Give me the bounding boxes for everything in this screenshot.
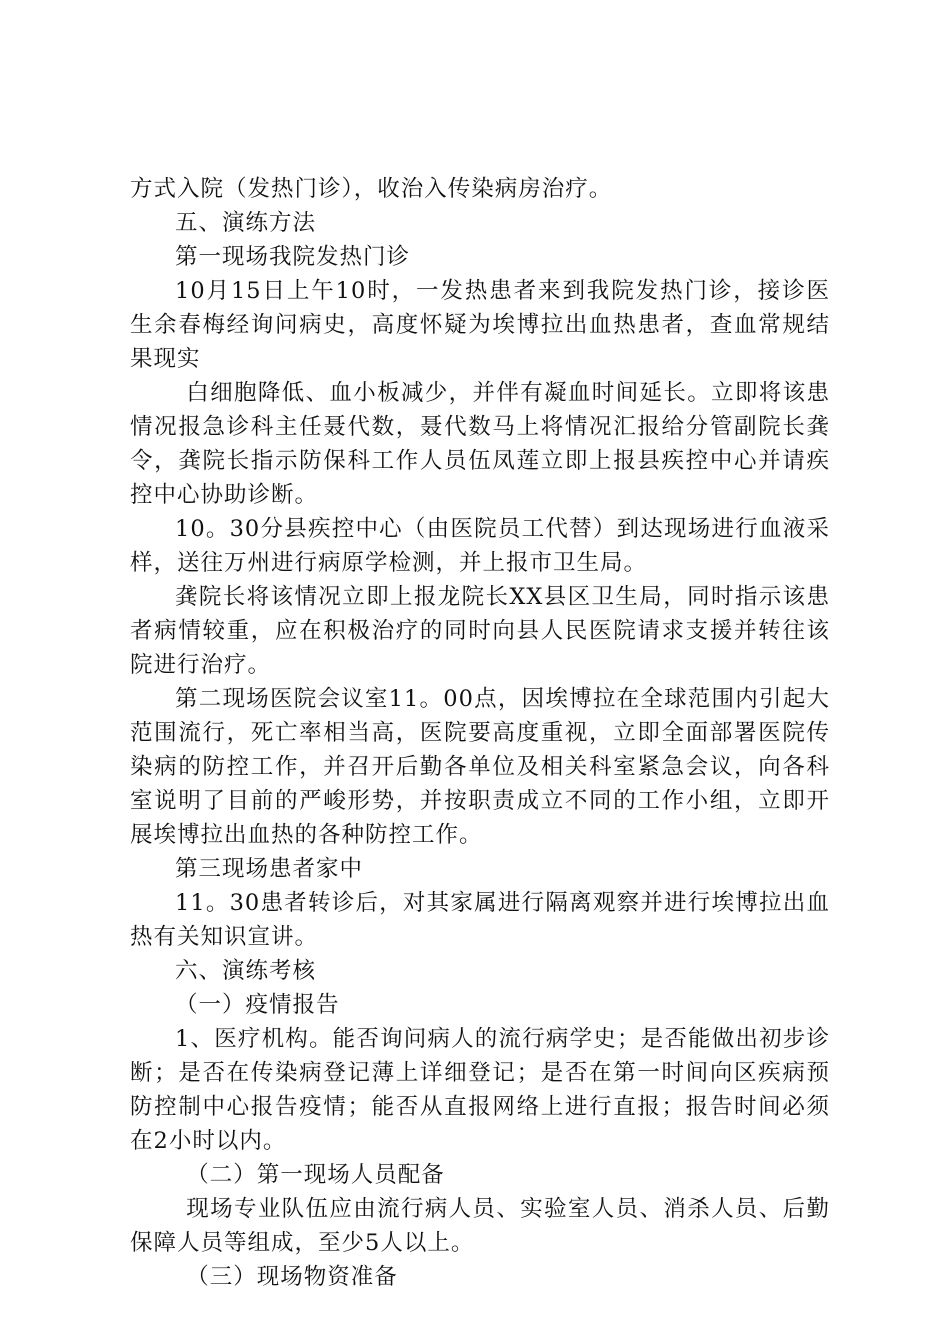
paragraph-report-transfer: 龚院长将该情况立即上报龙院长XX县区卫生局，同时指示该患者病情较重，应在积极治疗的同时向县人民医院请求支援并转往该院进行治疗。: [130, 584, 830, 678]
paragraph-second-scene: 第二现场医院会议室11。00点，因埃博拉在全球范围内引起大范围流行，死亡率相当高，医院要高度重视，立即全面部署医院传染病的防控工作，并召开后勤各单位及相关科室紧急会议，向各科室说明了目前的严峻形势，并按职责成立不同的工作小组，立即开展埃博拉出血热的各种防控工作。: [130, 686, 830, 848]
paragraph-fever-clinic: 10月15日上午10时，一发热患者来到我院发热门诊，接诊医生余春梅经询问病史，高度怀疑为埃博拉出血热患者，查血常规结果现实: [130, 278, 830, 372]
paragraph-medical-institutions: 1、医疗机构。能否询问病人的流行病学史；是否能做出初步诊断；是否在传染病登记薄上详细登记；是否在第一时间向区疾病预防控制中心报告疫情；能否从直报网络上进行直报；报告时间必须在2小时以内。: [130, 1026, 830, 1154]
section-heading-assessment: 六、演练考核: [175, 958, 317, 984]
section-heading-drill-method: 五、演练方法: [175, 210, 317, 236]
subheading-supplies: （三）现场物资准备: [186, 1264, 398, 1290]
scene-heading-first: 第一现场我院发热门诊: [175, 244, 411, 270]
paragraph-staffing: 现场专业队伍应由流行病人员、实验室人员、消杀人员、后勤保障人员等组成，至少5人以上。: [130, 1196, 830, 1256]
paragraph-blood-results: 白细胞降低、血小板减少，并伴有凝血时间延长。立即将该患情况报急诊科主任聂代数，聂代数马上将情况汇报给分管副院长龚令，龚院长指示防保科工作人员伍凤莲立即上报县疾控中心并请疾控中心协助诊断。: [130, 380, 830, 508]
subheading-epidemic-report: （一）疫情报告: [175, 992, 340, 1018]
document-body: [130, 172, 830, 1294]
subheading-staffing: （二）第一现场人员配备: [186, 1162, 445, 1188]
scene-heading-third: 第三现场患者家中: [175, 856, 364, 882]
paragraph-cdc-sampling: 10。30分县疾控中心（由医院员工代替）到达现场进行血液采样，送往万州进行病原学检测，并上报市卫生局。: [130, 516, 830, 576]
paragraph-family-isolation: 11。30患者转诊后，对其家属进行隔离观察并进行埃博拉出血热有关知识宣讲。: [130, 890, 830, 950]
paragraph-continued: 方式入院（发热门诊），收治入传染病房治疗。: [130, 176, 613, 202]
